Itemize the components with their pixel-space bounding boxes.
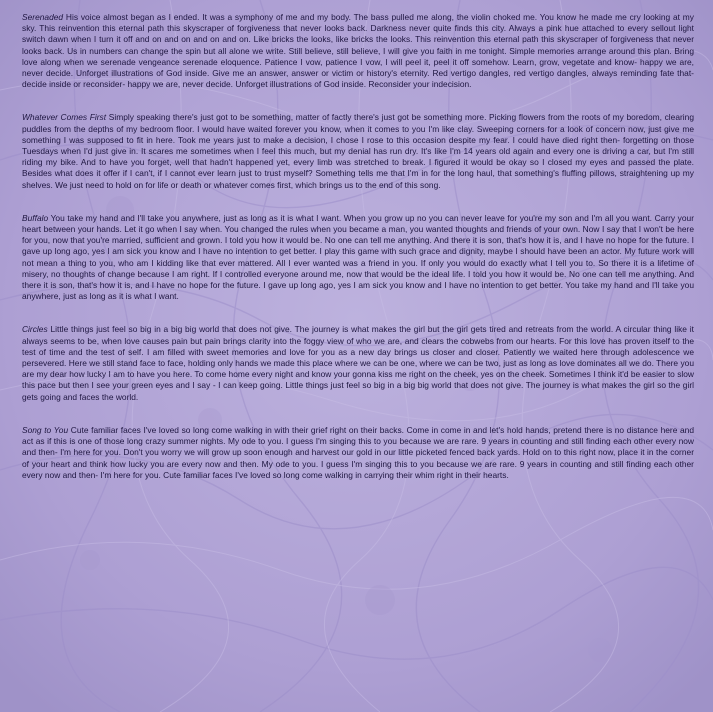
song-title: Serenaded <box>22 12 64 22</box>
song-song-to-you <box>22 425 694 481</box>
song-lyrics: Little things just feel so big in a big big world that does not give. The journey is what makes the girl but the girl gets tired and retreats from the world. A circular thing like it always seems to be, when love causes pain but pain brings clarity into the foggy view of who we are, and clears the cobwebs from our hearts. For this love has proven itself to the test of time and the test of self. I am filled with sweet memories and love for you as a new day brings us closer and closer. Patiently we waited here through adolescence we persevered. Here we still stand face to face, holding only hands we made this place where we can be one, where we can be two, just as long as love dominates all we do. There you are my dear how lucky I am to have you here. To come home every night and know your gonna kiss me right on the cheek, yes on the cheek. Sometimes I think it'd be easier to slow this pace but then I see your green eyes and I say - I can keep going. Little things just feel so big in a big big world that does not give. The journey is what makes the girl so the girl gets going and faces the world. <box>22 324 694 402</box>
song-circles <box>22 324 694 402</box>
song-serenaded <box>22 12 694 90</box>
song-lyrics: Simply speaking there's just got to be something, matter of factly there's just got be something more. Picking flowers from the roots of my boredom, clearing puddles from the depths of my bedroom floor. I would have waited forever you know, when it comes to you I'm like clay. Sweeping corners for a look of concern now, just give me something I was supposed to fit in here. Took me years just to make a decision, I chose I rose to this occasion despite my fear. I could have died right then- forgetting on those Tuesdays when I'd just give in. It scares me sometimes when I feel this much, but my denial has run dry. It's like I'm 14 years old again and every one is driving a car, but I'm still riding my bike. And to have you forget, well that hadn't happened yet, every limb was stretched to break. I figured it would be okay so I closed my eyes and passed the plate. Besides what does it offer if I can't, if I cannot ever learn just to trust myself? Something tells me that I'm in for the long haul, that something's fluffing pillows, straightening up my shelves. We just need to hold on for life or death or whatever comes first, which brings us to the end of this song. <box>22 112 694 190</box>
song-title: Buffalo <box>22 212 49 223</box>
song-title: Circles <box>22 324 48 335</box>
song-lyrics: You take my hand and I'll take you anywhere, just as long as it is what I want. When you grow up no you can never leave for you're my son and I'm all you want. Carry your heart between your hands. Let it go when I say when. You changed the rules when you became a man, you wanted thoughts and friends of your own. Now I say that I won't be here for you, now that you're married, sufficient and grown. I told you how it would be. No one can tell me anything. And there it is son, that's how it is, and I have no hope for the future. I gave up long ago, yes I am sick you know and I have no intention to get better. I play this game with such grace and dignity, maybe I should have been an actor. My future work will not mean a thing to you, who am I kidding like that ever mattered. All I ever wanted was a friend in you. If only you would do exactly what I tell you to. So there it is a lifetime of misery, no thoughts of change because I am right. If I controlled everyone around me, now that would be the ideal life. I told you how it would be. No one can tell me anything. And there it is son, that's how it is, and I have no hope for the future. I gave up long ago, yes I am sick you know and I have no intention to get better. You take my hand and I'll take you anywhere, just as long as it is what I want. <box>22 212 695 302</box>
song-title: Whatever Comes First <box>22 112 107 123</box>
song-buffalo <box>22 213 694 303</box>
song-whatever-comes-first <box>22 112 694 190</box>
song-title: Song to You <box>22 424 69 435</box>
song-lyrics: His voice almost began as I ended. It was a symphony of me and my body. The bass pulled me along, the violin choked me. You know he made me cry looking at my sky. This reinvention this eternal path this skyscraper of forgiveness that never looks back. Darkness never quite finds this city. Always a pink hue attached to every sellout light switch dawn when I turn it off and on and on and on and on. Like bricks the looks, like bricks the looks. This reinvention this eternal path this skyscraper of forgiveness that never looks back. Us in numbers can change the spin but all alone we write. Still believe, still believe, I will give you faith in me tonight. Simple memories arrange around this plan. Bring love along when we serenade vengeance serenade eloquence. Patience I vow, patience I vow, I will peel it, peel it off somehow. Learn, grow, vegetate and know- happy we are, never decide. Unforget illustrations of God inside. Give me an answer, answer or victim or history's eternity. Red vertigo dangles, red vertigo dangles, always reminding fate that- decide inside or reconsider- happy we are, never decide. Unforget illustrations of God inside. Reconsider your indecision. <box>22 12 694 90</box>
song-lyrics: Cute familiar faces I've loved so long come walking in with their grief right on their backs. Come in come in and let's hold hands, pretend there is no distance here and act as if this is one of those long crazy summer nights. My ode to you. I guess I'm singing this to you because we are rare. 9 years in counting and still finding each other every now and then- I'm here for you. Don't you worry we will grow up soon enough and harvest our gold in our little picketed fenced back yards. Hold on to this right now, place it in the corner of your heart and think how lucky you are every now and then. My ode to you. I guess I'm singing this to you because we are rare. 9 years in counting and still finding each other every now and then- I'm here for you. Cute familiar faces I've loved so long come walking in carrying their whim right in their hearts. <box>22 424 695 480</box>
lyrics-page <box>22 12 694 503</box>
